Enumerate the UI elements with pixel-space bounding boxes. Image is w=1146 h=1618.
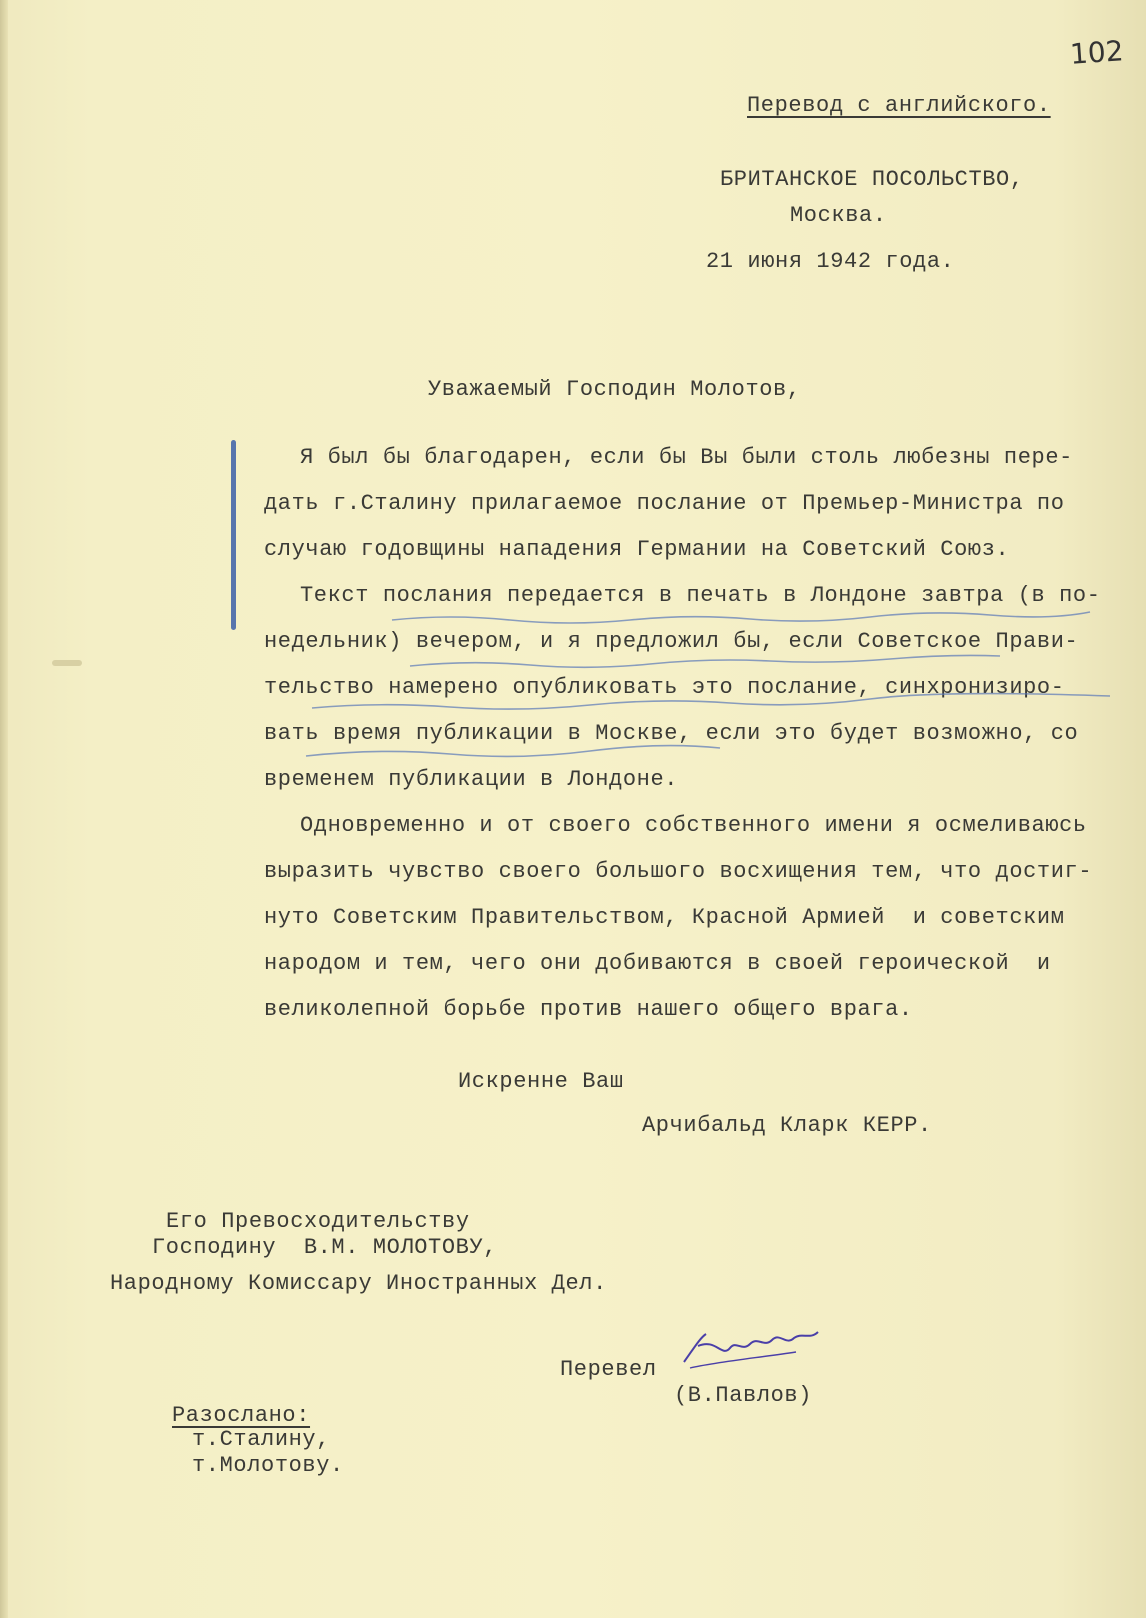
body-line: временем публикации в Лондоне.	[264, 767, 679, 792]
body-line: вать время публикации в Москве, если это будет возможно, со	[264, 721, 1079, 746]
body-line: случаю годовщины нападения Германии на Советский Союз.	[264, 537, 1010, 562]
body-line: выразить чувство своего большого восхищения тем, что достиг-	[264, 859, 1093, 884]
city: Москва.	[790, 203, 887, 228]
body-line: дать г.Сталину прилагаемое послание от Премьер-Министра по	[264, 491, 1065, 516]
sender-name: Арчибальд Кларк КЕРР.	[642, 1113, 932, 1138]
translator-label: Перевел	[560, 1357, 657, 1382]
addressee-line: Господину В.М. МОЛОТОВУ,	[152, 1235, 498, 1260]
body-line: тельство намерено опубликовать это послание, синхронизиро-	[264, 675, 1065, 700]
addressee-line: Его Превосходительству	[166, 1209, 470, 1234]
closing: Искренне Ваш	[458, 1069, 624, 1094]
body-line: нуто Советским Правительством, Красной Армией и советским	[264, 905, 1065, 930]
letter-date: 21 июня 1942 года.	[706, 249, 955, 274]
folio-number: 102	[1068, 34, 1125, 71]
distribution-item: т.Молотову.	[192, 1453, 344, 1478]
translator-name: (В.Павлов)	[674, 1383, 813, 1408]
translation-note: Перевод с английского.	[747, 93, 1051, 118]
body-line: Одновременно и от своего собственного имени я осмеливаюсь	[300, 813, 1087, 838]
translator-signature	[676, 1318, 836, 1378]
body-line: народом и тем, чего они добиваются в своей героической и	[264, 951, 1051, 976]
body-line: недельник) вечером, и я предложил бы, если Советское Прави-	[264, 629, 1079, 654]
salutation: Уважаемый Господин Молотов,	[428, 377, 801, 402]
distribution-item: т.Сталину,	[192, 1427, 331, 1452]
embassy-name: БРИТАНСКОЕ ПОСОЛЬСТВО,	[720, 167, 1024, 192]
addressee-line: Народному Комиссару Иностранных Дел.	[110, 1271, 607, 1296]
body-line: Я был бы благодарен, если бы Вы были столь любезны пере-	[300, 445, 1073, 470]
body-line: Текст послания передается в печать в Лондоне завтра (в по-	[300, 583, 1101, 608]
body-line: великолепной борьбе против нашего общего врага.	[264, 997, 913, 1022]
distribution-title: Разослано:	[172, 1403, 311, 1428]
